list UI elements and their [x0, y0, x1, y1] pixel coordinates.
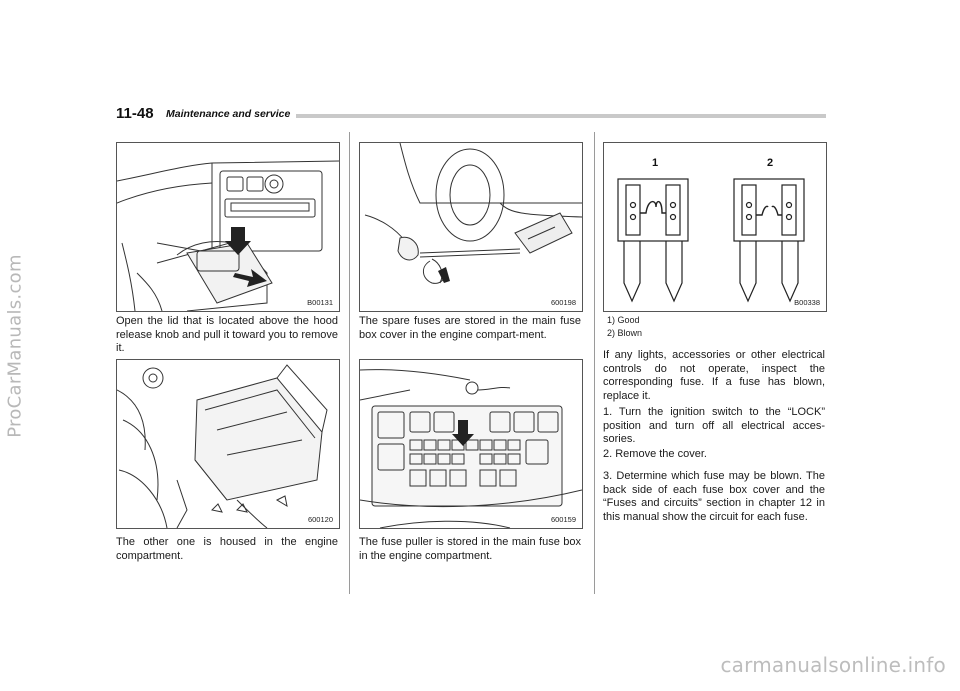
legend-item-good: 1) Good	[607, 315, 640, 325]
spare-tool-illustration	[360, 143, 582, 311]
step-1: 1. Turn the ignition switch to the “LOCK” position and turn off all electrical acces-sories.	[603, 406, 825, 446]
figure-code-engine-fuse-box: 600120	[307, 515, 333, 524]
figure-code-hood-release: B00131	[307, 298, 333, 307]
figure-code-fuse-puller-box: 600159	[550, 515, 576, 524]
column-divider-1	[349, 132, 350, 594]
figure-code-fuse-comparison: B00338	[794, 298, 820, 307]
figure-fuse-comparison	[603, 142, 827, 312]
col1-paragraph-1: Open the lid that is located above the hood release knob and pull it toward you to remove it.	[116, 315, 338, 355]
col3-intro-paragraph: If any lights, accessories or other electrical controls do not operate, inspect the corresponding fuse. If a fuse has blown, replace it.	[603, 349, 825, 402]
figure-code-spare-fuse-box-cover: 600198	[550, 298, 576, 307]
col2-paragraph-2: The fuse puller is stored in the main fuse box in the engine compartment.	[359, 536, 581, 562]
header-rule	[296, 114, 826, 118]
bottom-watermark: carmanualsonline.info	[720, 653, 946, 677]
figure-spare-fuse-box-cover	[359, 142, 583, 312]
figure-engine-fuse-box	[116, 359, 340, 529]
fuse-label-1: 1	[652, 157, 659, 169]
side-watermark	[2, 0, 28, 691]
legend-item-blown: 2) Blown	[607, 327, 643, 338]
fuse-legend	[607, 314, 642, 339]
figure-hood-release	[116, 142, 340, 312]
engine-fuse-box-illustration	[117, 360, 339, 528]
step-2: 2. Remove the cover.	[603, 448, 707, 460]
fuse-label-2: 2	[767, 157, 774, 169]
page-number: 11-48	[116, 105, 154, 122]
figure-fuse-puller-box	[359, 359, 583, 529]
page-header	[116, 105, 826, 125]
fuse-comparison-illustration	[604, 143, 826, 311]
col1-paragraph-2: The other one is housed in the engine compartment.	[116, 536, 338, 562]
step-3: 3. Determine which fuse may be blown. The back side of each fuse box cover and the “Fuses and circuits” section in chapter 12 in this manual show the circuit for each fuse.	[603, 470, 825, 523]
col2-paragraph-1: The spare fuses are stored in the main fuse box cover in the engine compart-ment.	[359, 315, 581, 341]
column-divider-2	[594, 132, 595, 594]
hood-release-illustration	[117, 143, 339, 311]
section-title: Maintenance and service	[166, 108, 291, 120]
main-fuse-box-illustration	[360, 360, 582, 528]
side-watermark-text: ProCarManuals.com	[4, 253, 26, 438]
